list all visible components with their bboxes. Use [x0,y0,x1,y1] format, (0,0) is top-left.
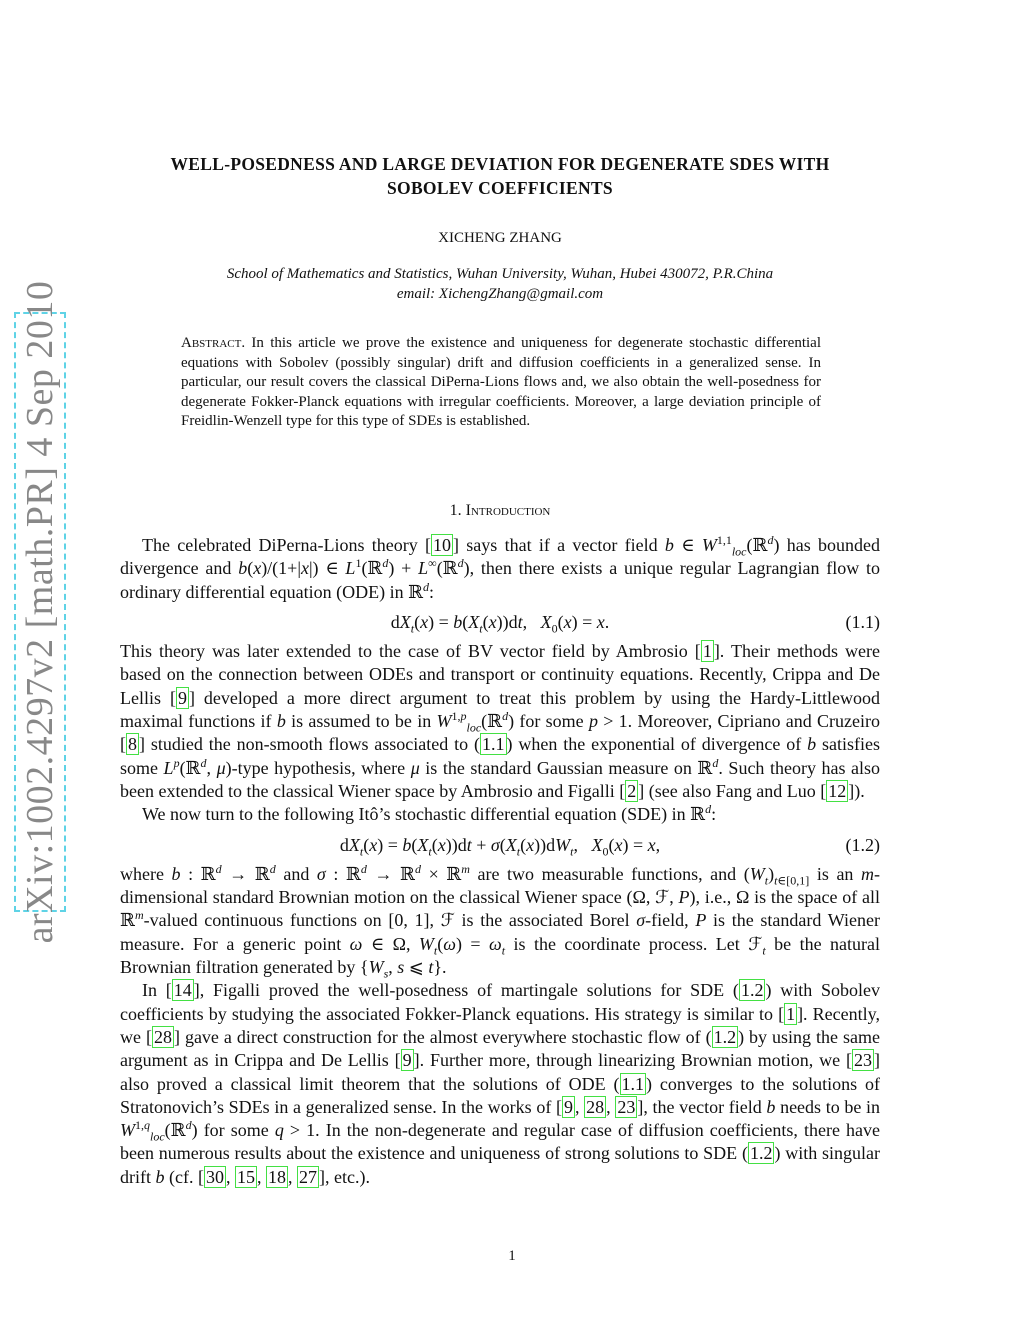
citation-link[interactable]: 28 [586,1096,605,1117]
citation-link[interactable]: 9 [402,1050,412,1071]
section-heading [120,502,880,520]
paragraph-2: This theory was later extended to the case of BV vector field by Ambrosio [ 1 ]. Their methods were based on the connection between ODEs and transport or continuity equations. Recently, Crippa and De Lellis [ 9 ] developed a more direct argument to treat this problem by using the Hardy-Littlewood maximal functions if b is assumed to be in W$^{1,p}_{loc}$(ℝ$^d$) for some p > 1. Moreover, Cipriano and Cruzeiro [ 8 ] studied the non-smooth flows associated to ( 1.1 ) when the exponential of divergence of b satisfies some $L^p(ℝ^d$, μ)-type hypothesis, where μ is the standard Gaussian measure on ℝ$^d$. Such theory has also been extended to the classical Wiener space by Ambrosio and Figalli [ 2 ] (see also Fang and Luo [ 12 ]). [120,641,881,801]
citation-link[interactable]: 23 [854,1050,873,1071]
body-text [120,534,880,1189]
title-line-1: WELL-POSEDNESS AND LARGE DEVIATION FOR DEGENERATE SDES WITH [170,154,830,174]
citation-link[interactable]: 9 [177,687,187,708]
citation-link[interactable]: 1 [786,1003,796,1024]
citation-link[interactable]: 27 [298,1166,317,1187]
citation-link[interactable]: 28 [153,1026,172,1047]
equation-number: (1.1) [845,611,880,632]
arxiv-stamp-text: arXiv:1002.4297v2 [math.PR] 4 Sep 2010 [19,280,61,944]
citation-link[interactable]: 23 [617,1096,636,1117]
citation-link[interactable]: 8 [128,734,137,755]
citation-link[interactable]: 18 [267,1166,286,1187]
equation-link[interactable]: 1.2 [740,980,764,1001]
paragraph-5: In [ 14 ], Figalli proved the well-posedness of martingale solutions for SDE ( 1.2 ) with Sobolev coefficients by studying the associated Fokker-Planck equations. His strategy is similar to [ 1 ]. Recently, we [ 28 ] gave a direct construction for the almost everywhere stochastic flow of ( 1.2 ) by using the same argument as in Crippa and De Lellis [ 9 ]. Further more, through linearizing Brownian motion, we [ 23 ] also proved a classical limit theorem that the solutions of ODE ( 1.1 ) converges to the solutions of Stratonovich’s SDEs in a generalized sense. In the works of [ 9 , 28 , 23 ], the vector field b needs to be in W$^{1,q}_{loc}$(ℝ$^d$) for some q > 1. In the non-degenerate and regular case of diffusion coefficients, there have been numerous results about the existence and uniqueness of strong solutions to SDE ( 1.2 ) with singular drift b (cf. [ 30 , 15 , 18 , 27 ], etc.). [120,980,881,1187]
equation-1-1 [120,611,880,634]
page-number: 1 [508,1248,516,1264]
affiliation-block [120,264,880,304]
equation-body: $dX_t(x) = b(X_t(x))dt$, $X_0(x) = x$. [390,611,610,636]
citation-link[interactable]: 30 [205,1166,224,1187]
equation-number: (1.2) [845,834,880,855]
paragraph-4: where b : ℝ$^d$ → ℝ$^d$ and σ : ℝ$^d$ → ℝ$^d$ × ℝ$^m$ are two measurable functions, and $(W_t)_{t\in[0,1]}$ is an m-dimensional standard Brownian motion on the classical Wiener space (Ω, ℱ, P), i.e., Ω is the space of all ℝ$^m$-valued continuous functions on [0, 1], ℱ is the associated Borel σ-field, P is the standard Wiener measure. For a generic point ω ∈ Ω, $W_t(\omega) = \omega_t$ is the coordinate process. Let ℱ$_t$ be the natural Brownian filtration generated by {$W_s$, s ⩽ t}. [120,861,880,981]
citation-link[interactable]: 2 [627,780,637,801]
equation-link[interactable]: 1.2 [713,1026,737,1047]
arxiv-stamp [14,280,66,944]
abstract-text: In this article we prove the existence and uniqueness for degenerate stochastic differential equations with Sobolev (possibly singular) drift and diffusion coefficients in a generalized sense. In particular, our result covers the classical DiPerna-Lions flows and, we also obtain the well-posedness for degenerate Fokker-Planck equations with irregular coefficients. Moreover, a large deviation principle of Freidlin-Wenzell type for this type of SDEs is established. [181,335,821,430]
title-line-2: SOBOLEV COEFFICIENTS [387,178,613,198]
citation-link[interactable]: 15 [236,1166,255,1187]
email: email: XichengZhang@gmail.com [396,286,604,302]
citation-link[interactable]: 9 [563,1096,573,1117]
equation-body: $dX_t(x) = b(X_t(x))dt + \sigma(X_t(x))dW_t$, $X_0(x) = x$, [339,834,661,859]
equation-link[interactable]: 1.1 [621,1073,644,1094]
citation-link[interactable]: 10 [433,535,452,555]
abstract [181,334,821,432]
paper-title [120,152,880,200]
equation-link[interactable]: 1.2 [749,1143,773,1164]
citation-link[interactable]: 14 [173,980,192,1001]
affiliation: School of Mathematics and Statistics, Wuhan University, Wuhan, Hubei 430072, P.R.China [226,266,774,282]
paragraph-1: The celebrated DiPerna-Lions theory [ 10 ] says that if a vector field b ∈ W$^{1,1}_{loc}$(ℝ$^d$) has bounded divergence and b(x)/(1+|x|) ∈ $L^1(ℝ^d)$ + L∞(ℝ$^d$), then there exists a unique regular Lagrangian flow to ordinary differential equation (ODE) in ℝ$^d$: [120,533,881,602]
citation-link[interactable]: 12 [828,780,847,801]
abstract-label: Abstract. [181,335,246,351]
author: XICHENG ZHANG [438,230,562,246]
paragraph-3: We now turn to the following Itô’s stochastic differential equation (SDE) in ℝ$^d$: [142,802,717,825]
equation-link[interactable]: 1.1 [482,734,505,755]
section-number: 1. [449,502,462,519]
equation-1-2 [120,834,880,857]
citation-link[interactable]: 1 [702,641,712,662]
section-title: Introduction [465,502,551,519]
